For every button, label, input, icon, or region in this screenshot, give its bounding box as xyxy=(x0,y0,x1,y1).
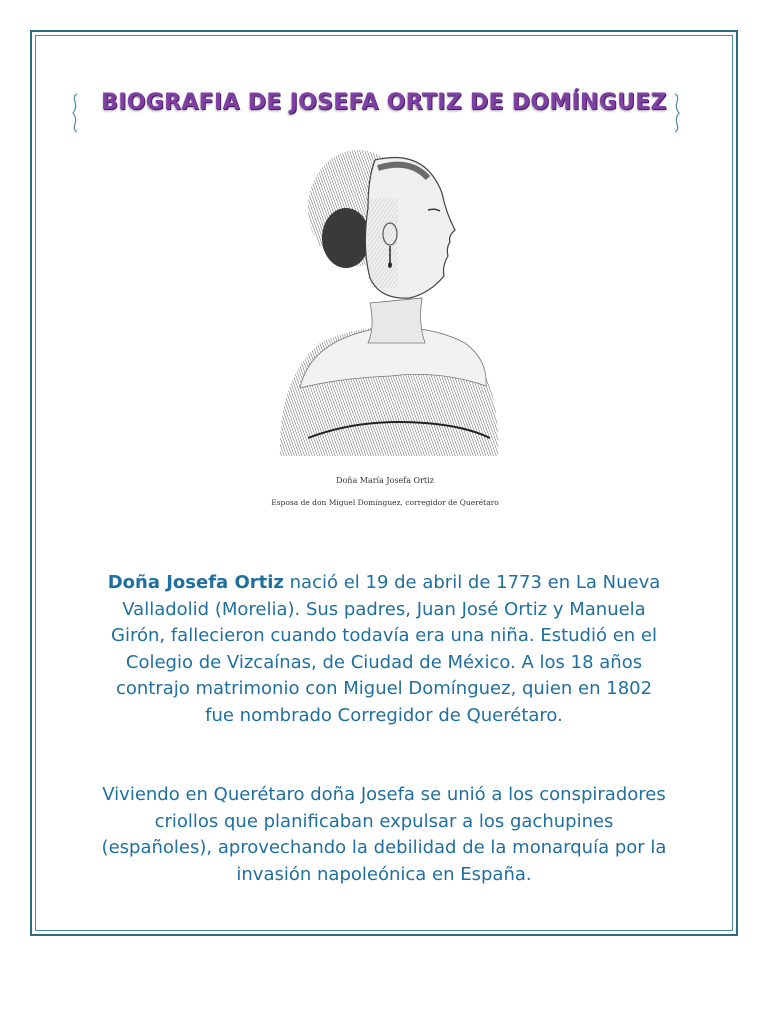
biography-lead-name: Doña Josefa Ortiz xyxy=(107,572,284,593)
portrait-caption-subtitle: Esposa de don Miguel Domínguez, corregidor de Querétaro xyxy=(271,498,499,507)
engraved-portrait-image xyxy=(250,138,520,458)
biography-paragraph-2: Viviendo en Querétaro doña Josefa se unió a los conspiradores criollos que planificaban expulsar a los gachupines (españoles), aprovechando la debilidad de la monarquía por la invasión napoleónica en España. xyxy=(101,784,667,885)
biography-paragraph-1 xyxy=(100,570,668,729)
page-title: BIOGRAFIA DE JOSEFA ORTIZ DE DOMÍNGUEZ xyxy=(101,90,667,115)
portrait-caption-name: Doña María Josefa Ortiz xyxy=(336,476,434,485)
biography-paragraph-1-text: nació el 19 de abril de 1773 en La Nueva Valladolid (Morelia). Sus padres, Juan José Ortiz y Manuela Girón, fallecieron cuando todavía era una niña. Estudió en el Colegio de Vizcaínas, de Ciudad de México. A los 18 años contrajo matrimonio con Miguel Domínguez, quien en 1802 fue nombrado Corregidor de Querétaro. xyxy=(111,572,661,726)
